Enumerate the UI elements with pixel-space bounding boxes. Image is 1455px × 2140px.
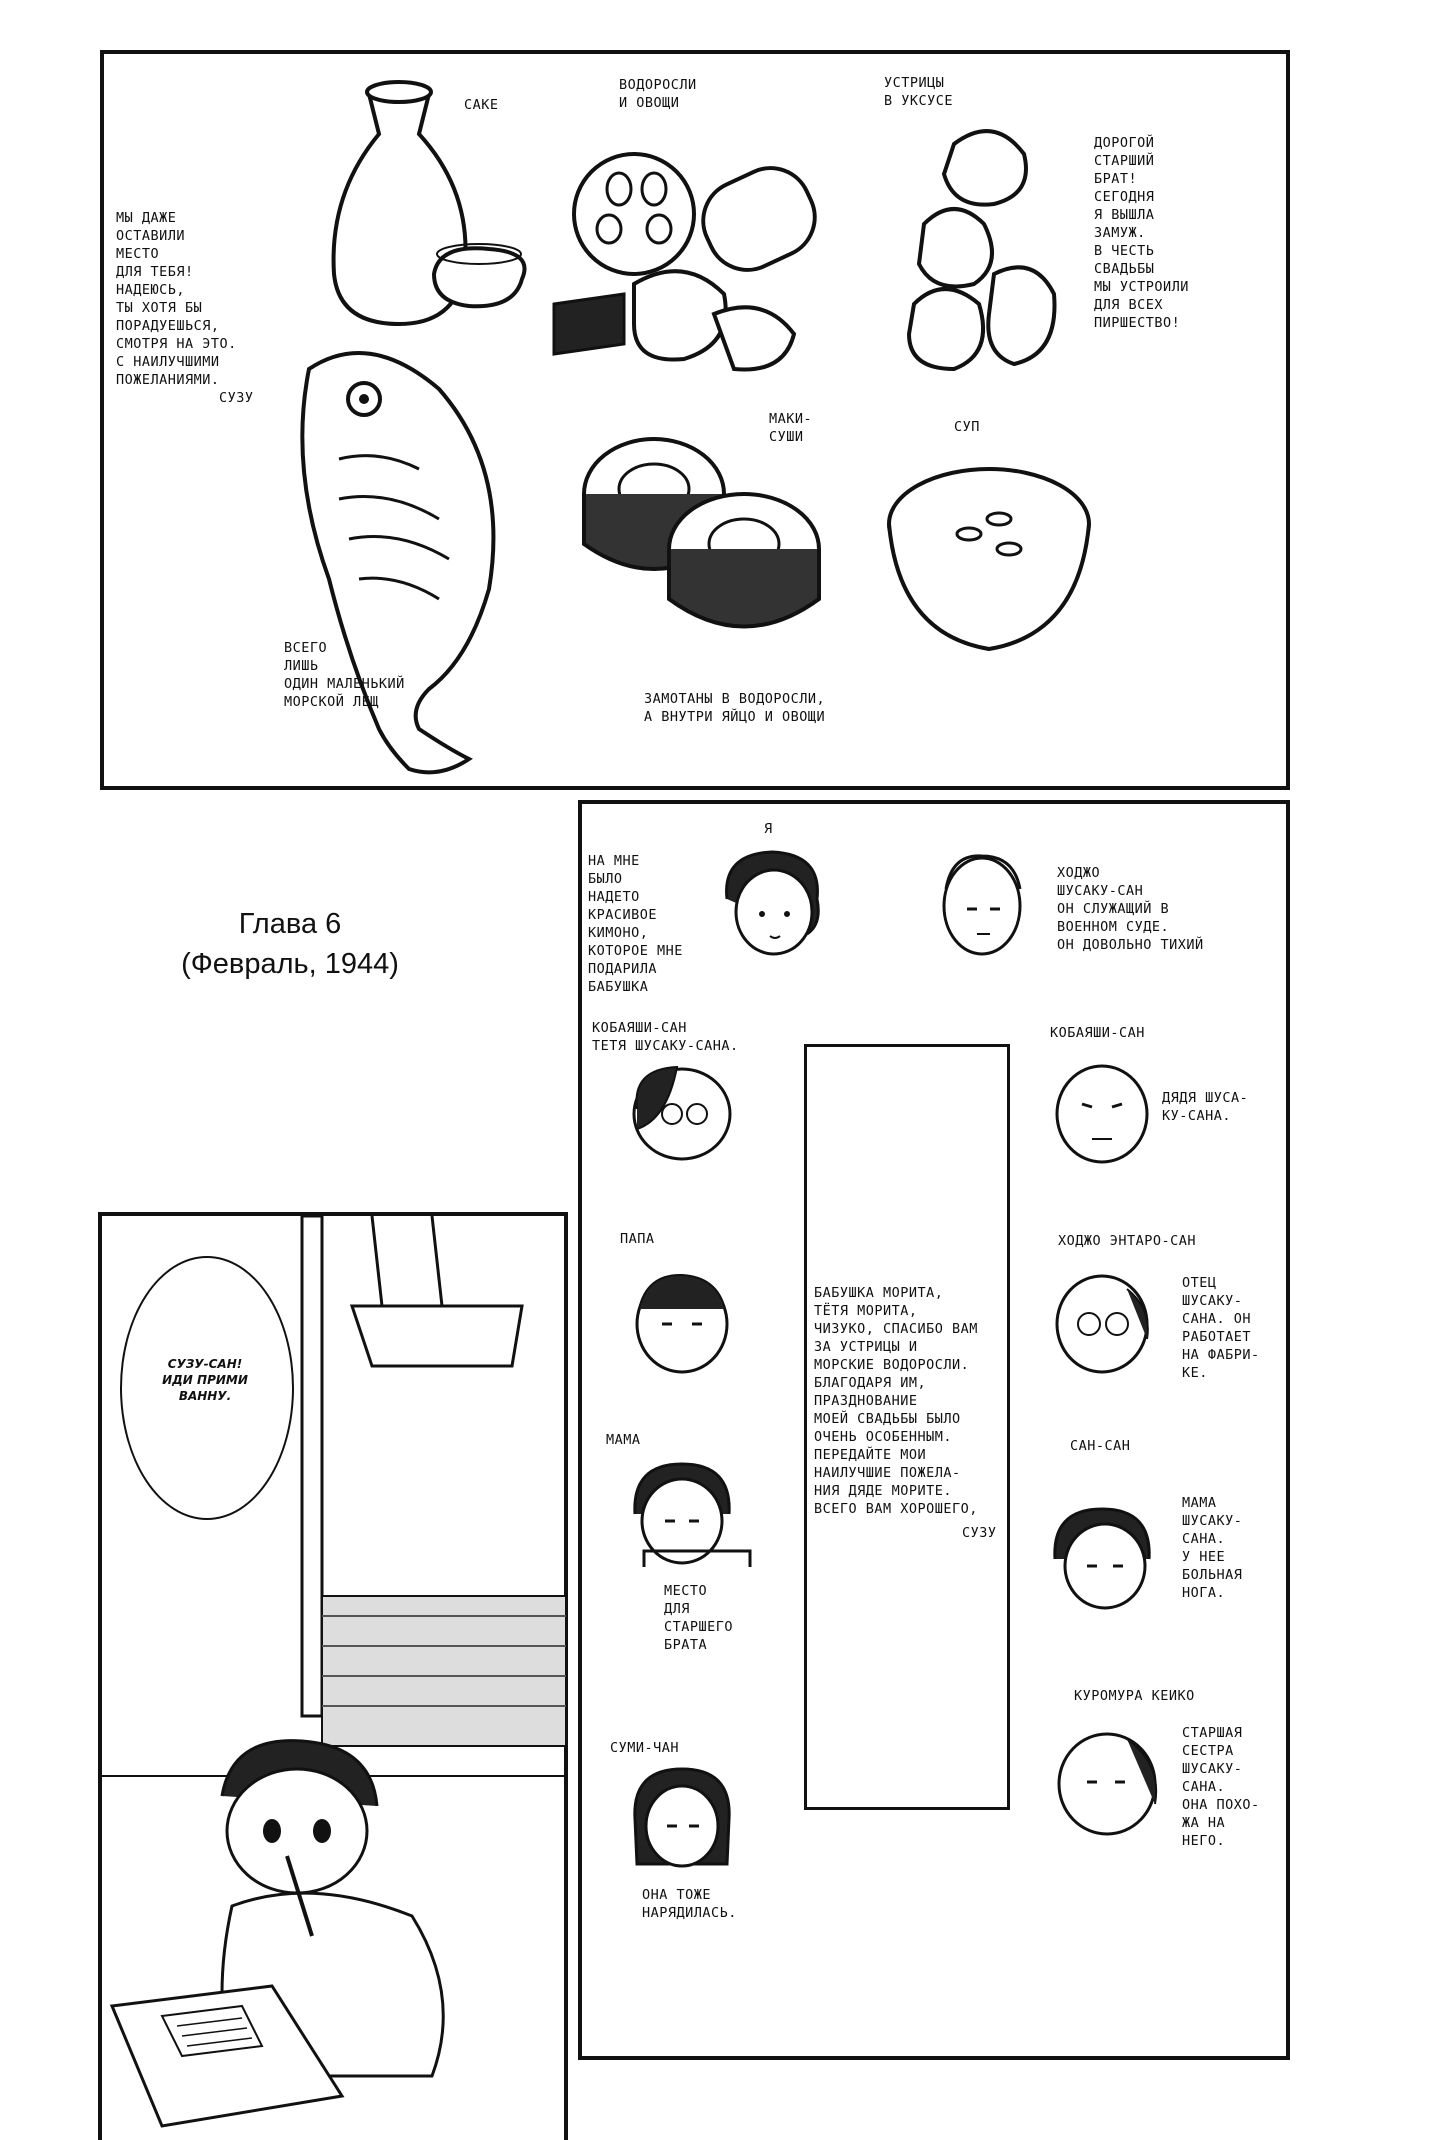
face-sumi xyxy=(627,1764,737,1874)
me-note: НА МНЕ БЫЛО НАДЕТО КРАСИВОЕ КИМОНО, КОТОРОЕ МНЕ ПОДАРИЛА БАБУШКА xyxy=(588,853,683,995)
brother-place-marker xyxy=(642,1549,752,1569)
speech-text: СУЗУ-САН! ИДИ ПРИМИ ВАННУ. xyxy=(162,1357,248,1403)
sumi-name: СУМИ-ЧАН xyxy=(610,1740,680,1756)
keiko-name: КУРОМУРА КЕИКО xyxy=(1074,1688,1195,1704)
sea-bream-label: ВСЕГО ЛИШЬ ОДИН МАЛЕНЬКИЙ МОРСКОЙ ЛЕЩ xyxy=(284,640,405,710)
soup-label: СУП xyxy=(954,419,980,435)
soup-bowl-drawing xyxy=(879,464,1099,664)
face-sansan xyxy=(1047,1504,1157,1614)
letter-signature: СУЗУ xyxy=(962,1525,997,1541)
sansan-note: МАМА ШУСАКУ- САНА. У НЕЕ БОЛЬНАЯ НОГА. xyxy=(1182,1495,1243,1601)
face-hojo xyxy=(932,844,1032,964)
hojo-note: ХОДЖО ШУСАКУ-САН ОН СЛУЖАЩИЙ В ВОЕННОМ СУДЕ. ОН ДОВОЛЬНО ТИХИЙ xyxy=(1057,865,1204,953)
suzu-writing-panel xyxy=(98,1212,568,2140)
note-left: МЫ ДАЖЕ ОСТАВИЛИ МЕСТО ДЛЯ ТЕБЯ! НАДЕЮСЬ, ТЫ ХОТЯ БЫ ПОРАДУЕШЬСЯ, СМОТРЯ НА ЭТО. С НАИЛУЧШИМИ ПОЖЕЛАНИЯМИ. xyxy=(116,210,237,388)
face-me xyxy=(712,844,832,964)
entaro-name: ХОДЖО ЭНТАРО-САН xyxy=(1058,1233,1197,1249)
entaro-note: ОТЕЦ ШУСАКУ- САНА. ОН РАБОТАЕТ НА ФАБРИ- КЕ. xyxy=(1182,1275,1260,1381)
oysters-label: УСТРИЦЫ В УКСУСЕ xyxy=(884,75,954,109)
guest-chart-panel xyxy=(578,800,1290,2060)
face-kobayashi-uncle xyxy=(1047,1059,1157,1169)
sumi-note: ОНА ТОЖЕ НАРЯДИЛАСЬ. xyxy=(642,1887,737,1921)
keiko-note: СТАРШАЯ СЕСТРА ШУСАКУ- САНА. ОНА ПОХО- ЖА НА НЕГО. xyxy=(1182,1725,1260,1849)
rolled-label: ЗАМОТАНЫ В ВОДОРОСЛИ, А ВНУТРИ ЯЙЦО И ОВОЩИ xyxy=(644,691,826,725)
face-keiko xyxy=(1047,1724,1167,1844)
sake-bottle-drawing xyxy=(304,74,534,334)
maki-sushi-drawing xyxy=(574,434,834,654)
thank-you-letter: БАБУШКА МОРИТА, ТЁТЯ МОРИТА, ЧИЗУКО, СПАСИБО ВАМ ЗА УСТРИЦЫ И МОРСКИЕ ВОДОРОСЛИ. БЛАГОДАРЯ ИМ, ПРАЗДНОВАНИЕ МОЕЙ СВАДЬБЫ БЫЛО ОЧЕНЬ ОСОБЕННЫМ. ПЕРЕДАЙТЕ МОИ НАИЛУЧШИЕ ПОЖЕЛА- НИЯ ДЯДЕ МОРИТЕ. ВСЕГО ВАМ ХОРОШЕГО, xyxy=(814,1285,978,1517)
brother-place-label: МЕСТО ДЛЯ СТАРШЕГО БРАТА xyxy=(664,1583,734,1653)
chapter-date: (Февраль, 1944) xyxy=(181,948,399,980)
seaweed-vegetables-drawing xyxy=(564,144,844,384)
notebook-drawing xyxy=(102,1976,352,2136)
kobayashi-aunt-label: КОБАЯШИ-САН ТЕТЯ ШУСАКУ-САНА. xyxy=(592,1020,739,1054)
me-label: Я xyxy=(764,821,773,837)
seaweed-label: ВОДОРОСЛИ И ОВОЩИ xyxy=(619,77,697,111)
feast-panel xyxy=(100,50,1290,790)
papa-label: ПАПА xyxy=(620,1231,655,1247)
face-papa xyxy=(627,1269,737,1379)
sea-bream-drawing xyxy=(269,329,529,789)
face-entaro xyxy=(1047,1269,1157,1379)
mama-label: МАМА xyxy=(606,1432,641,1448)
chapter-title: Глава 6 xyxy=(238,908,342,940)
note-left-signature: СУЗУ xyxy=(219,390,254,406)
maki-label: МАКИ- СУШИ xyxy=(769,411,813,445)
sake-label: САКЕ xyxy=(464,97,499,113)
note-right: ДОРОГОЙ СТАРШИЙ БРАТ! СЕГОДНЯ Я ВЫШЛА ЗАМУЖ. В ЧЕСТЬ СВАДЬБЫ МЫ УСТРОИЛИ ДЛЯ ВСЕХ ПИРШЕСТВО! xyxy=(1094,135,1189,331)
face-kobayashi-aunt xyxy=(627,1059,737,1169)
oysters-drawing xyxy=(884,114,1084,384)
kobayashi-uncle-name: КОБАЯШИ-САН xyxy=(1050,1025,1145,1041)
sansan-name: САН-САН xyxy=(1070,1438,1131,1454)
kobayashi-uncle-note: ДЯДЯ ШУСА- КУ-САНА. xyxy=(1162,1090,1249,1124)
